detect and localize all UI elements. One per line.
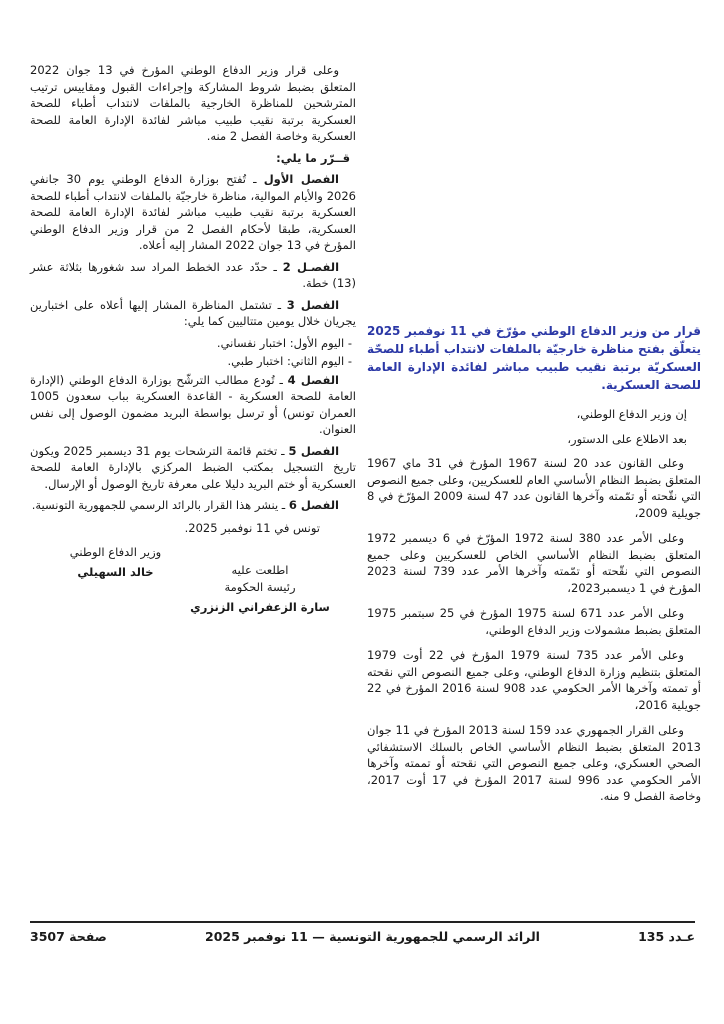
pm-name: سارة الزعفراني الزنزري (190, 600, 330, 614)
decree-title: قرار من وزير الدفاع الوطني مؤرّخ في 11 نوفمبر 2025 يتعلّق بفتح مناظرة خارجيّة بالملفات لانتداب أطباء للصحّة العسكريّة برتبة نقيب طبيب مباشر لفائدة الإدارة العامة للصحة العسكرية. (367, 324, 702, 392)
article-5-lead: الفصل 5 (288, 443, 340, 458)
visa-decree-1972: وعلى الأمر عدد 380 لسنة 1972 المؤرّخ في 6 ديسمبر 1972 المتعلق بضبط النظام الأساسي الخاص للعسكريين وعلى جميع النصوص التي نقّحته أو تمّمته وآخرها الأمر عدد 739 لسنة 2023 المؤرخ في 1 ديسمبر2023، (367, 531, 701, 595)
article-5 (30, 443, 356, 493)
article-4 (30, 372, 356, 438)
article-1 (30, 171, 356, 254)
visa-law-1967: وعلى القانون عدد 20 لسنة 1967 المؤرخ في 31 ماي 1967 المتعلق بضبط النظام الأساسي العام للعسكريين، وعلى جميع النصوص التي نقّحته أو تمّمته وآخرها القانون عدد 47 لسنة 2009 المؤرّخ في 8 جويلية 2009، (367, 456, 702, 520)
left-column (30, 62, 356, 636)
minister-name: خالد السهيلي (77, 565, 154, 579)
article-2 (30, 259, 356, 292)
page-footer (30, 929, 695, 944)
visa-decision-2013: وعلى القرار الجمهوري عدد 159 لسنة 2013 المؤرخ في 11 جوان 2013 المتعلق بضبط النظام الأساسي الخاص بالسلك الاستشفائي الصحي العسكري، وعلى جميع النصوص التي نقحته أو تممته وآخرها الأمر الحكومي عدد 996 لسنة 2017 المؤرخ في 17 أوت 2017، وخاصة الفصل 9 منه. (367, 723, 701, 803)
minister-intro-line: إن وزير الدفاع الوطني، (576, 407, 687, 421)
article-2-body: ـ حدّد عدد الخطط المراد سد شغورها بثلاثة عشر (13) خطة. (30, 259, 356, 290)
visa-decree-1975: وعلى الأمر عدد 671 لسنة 1975 المؤرخ في 25 سبتمبر 1975 المتعلق بضبط مشمولات وزير الدفاع الوطني، (367, 606, 701, 637)
visa-paragraph: وعلى قرار وزير الدفاع الوطني المؤرخ في 13 جوان 2022 المتعلق بضبط شروط المشاركة وإجراءات القبول ومقاييس ترتيب المترشحين للمناظرة الخارجية بالملفات لانتداب أطباء للصحة العسكرية برتبة نقيب طبيب مباشر لفائدة الإدارة العامة للصحة العسكرية وخاصة الفصل 2 منه. (30, 63, 356, 143)
signature-area (30, 536, 356, 636)
issue-number: عـدد 135 (638, 929, 695, 944)
minister-title: وزير الدفاع الوطني (69, 545, 162, 559)
exam-day-1: - اليوم الأول: اختبار نفساني. (216, 335, 352, 350)
constitution-line: بعد الاطلاع على الدستور، (567, 431, 687, 446)
article-2-lead: الفصـل 2 (282, 259, 340, 274)
article-6 (30, 497, 356, 514)
seen-by-label: اطلعت عليه (231, 563, 289, 577)
minister-signature (58, 544, 173, 581)
decree-intro: قــرّر ما يلي: (276, 150, 350, 165)
pm-title: رئيسة الحكومة (224, 580, 296, 594)
article-3-body: ـ تشتمل المناظرة المشار إليها أعلاه على اختبارين يجريان خلال يومين متتاليين كما يلي: (30, 297, 356, 328)
article-3 (30, 297, 356, 330)
exam-day-2: - اليوم الثاني: اختبار طبي. (227, 354, 352, 368)
article-6-body: ـ ينشر هذا القرار بالرائد الرسمي للجمهورية التونسية. (31, 498, 286, 512)
footer-divider (30, 921, 695, 923)
article-1-body: ـ تُفتح بوزارة الدفاع الوطني يوم 30 جانفي 2026 والأيام الموالية، مناظرة خارجيّة بالملفات لانتداب أطباء للصحة العسكرية برتبة نقيب طبيب مباشر لفائدة الإدارة العامة للصحة العسكرية، طبقا لأحكام الفصل 2 من قرار وزير الدفاع الوطني المؤرخ في 13 جوان 2022 المشار إليه أعلاه. (30, 172, 356, 252)
article-3-lead: الفصل 3 (286, 297, 340, 312)
visa-decree-1979: وعلى الأمر عدد 735 لسنة 1979 المؤرخ في 22 أوت 1979 المتعلق بتنظيم وزارة الدفاع الوطني، وعلى جميع النصوص التي نقحته أو تممته وآخرها الأمر الحكومي عدد 908 لسنة 2016 المؤرخ في 22 جويلية 2016، (367, 648, 701, 712)
right-column (367, 322, 701, 814)
article-4-lead: الفصل 4 (287, 372, 339, 387)
journal-title-line: الرائد الرسمي للجمهورية التونسية — 11 نوفمبر 2025 (205, 929, 540, 944)
article-4-body: ـ تُودع مطالب الترشّح بوزارة الدفاع الوطني (الإدارة العامة للصحة العسكرية - القاعدة العسكرية بباب سعدون 1005 العمران تونس) أو ترسل بواسطة البريد مضمون الوصول إلى نفس العنوان. (30, 372, 356, 436)
page-number: صفحة 3507 (30, 929, 107, 944)
article-5-body: ـ تختم قائمة الترشحات يوم 31 ديسمبر 2025 ويكون تاريخ التسجيل بمكتب الضبط المركزي بالإدارة العامة للصحة العسكرية أو ختم البريد دليلا على معرفة تاريخ الوصول أو الإرسال. (30, 443, 356, 491)
article-1-lead: الفصل الأول (263, 172, 339, 186)
city-date-line: تونس في 11 نوفمبر 2025. (184, 520, 320, 535)
article-6-lead: الفصل 6 (288, 498, 339, 512)
pm-countersignature (185, 562, 335, 616)
